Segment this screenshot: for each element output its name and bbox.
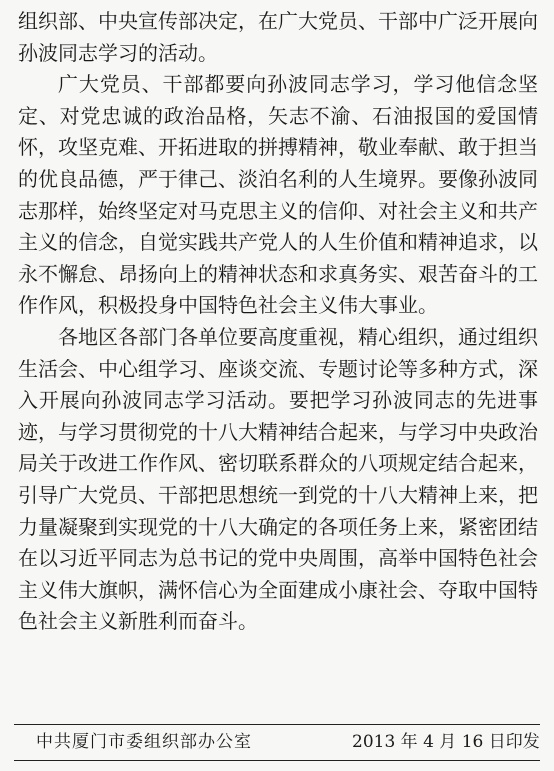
paragraph-organize-activities: 各地区各部门各单位要高度重视，精心组织，通过组织生活会、中心组学习、座谈交流、专题讨论等多种方式，深入开展向孙波同志学习活动。要把学习孙波同志的先进事迹，与学习贯彻党的十八大精神结合起来，与学习中央政治局关于改进工作作风、密切联系群众的八项规定结合起来，引导广大党员、干部把思想统一到党的十八大精神上来，把力量凝聚到实现党的十八大确定的各项任务上来，紧密团结在以习近平同志为总书记的党中央周围，高举中国特色社会主义伟大旗帜，满怀信心为全面建成小康社会、夺取中国特色社会主义新胜利而奋斗。 [18,324,538,634]
paragraph-learn-from-sun-bo: 广大党员、干部都要向孙波同志学习，学习他信念坚定、对党忠诚的政治品格，矢志不渝、石油报国的爱国情怀，攻坚克难、开拓进取的拼搏精神，敬业奉献、敢于担当的优良品德，严于律己、淡泊名利的人生境界。要像孙波同志那样，始终坚定对马克思主义的信仰、对社会主义和共产主义的信念，自觉实践共产党人的人生价值和精神追求，以永不懈怠、昂扬向上的精神状态和求真务实、艰苦奋斗的工作作风，积极投身中国特色社会主义伟大事业。 [18,72,538,318]
footer-print-date: 2013 年 4 月 16 日印发 [352,732,540,752]
footer-issuer: 中共厦门市委组织部办公室 [36,732,252,752]
paragraph-intro-continuation: 组织部、中央宣传部决定，在广大党员、干部中广泛开展向孙波同志学习的活动。 [18,9,538,65]
footer-rule-top [14,724,540,725]
footer-rule-bottom [14,760,540,761]
document-body [18,6,538,638]
